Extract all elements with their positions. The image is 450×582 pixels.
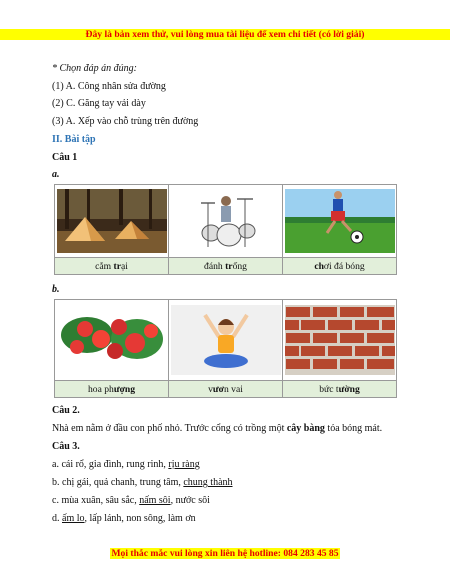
flower-image-cell — [55, 300, 169, 381]
brick-image-cell — [283, 300, 397, 381]
hotline-footer — [0, 548, 450, 559]
caption-bold: tr — [113, 260, 121, 272]
camping-image-cell — [55, 185, 169, 258]
q3-line-c — [52, 495, 210, 507]
question-2-label: Câu 2. — [52, 405, 80, 416]
question-2-text — [52, 423, 382, 435]
preview-banner-text: Đây là bản xem thử, vui lòng mua tài liệu để xem chi tiết (có lời giải) — [85, 29, 365, 40]
caption-text: ống — [232, 260, 247, 272]
part-b-label: b. — [52, 284, 60, 295]
image-table-a — [54, 184, 397, 275]
question-1-label: Câu 1 — [52, 152, 78, 163]
caption-text: hoa ph — [87, 383, 114, 395]
caption-danh-trong — [169, 258, 283, 275]
camping-tents-image — [57, 189, 167, 253]
q3-line-d — [52, 513, 196, 525]
caption-cam-trai — [55, 258, 169, 275]
answer-item: (3) A. Xếp vào chỗ trùng trên đường — [52, 116, 199, 127]
q3-line-a — [52, 459, 200, 471]
brick-wall-image — [285, 305, 395, 375]
caption-text: cắm — [95, 260, 114, 272]
answers-heading: * Chọn đáp án đúng: — [52, 63, 137, 74]
stretch-image-cell — [169, 300, 283, 381]
preview-banner — [0, 29, 450, 40]
image-table-b — [54, 299, 397, 398]
q3-text: d. — [52, 513, 62, 524]
caption-bold: ươ — [212, 383, 224, 395]
caption-hoa-phuong — [55, 381, 169, 398]
section-title: II. Bài tập — [52, 134, 96, 145]
caption-buc-tuong — [283, 381, 397, 398]
drummer-image-cell — [169, 185, 283, 258]
q3-text: c. mùa xuân, sâu sắc, — [52, 495, 140, 506]
caption-bold: ượng — [113, 383, 136, 395]
q3-error-word: nấm sôi — [139, 495, 171, 506]
answer-item: (1) A. Công nhân sửa đường — [52, 81, 166, 92]
q3-error-word: ấm lo — [62, 513, 85, 524]
football-image-cell — [283, 185, 397, 258]
q3-text: , nước sôi — [170, 495, 210, 506]
q3-line-b — [52, 477, 233, 489]
part-a-label: a. — [52, 169, 60, 180]
caption-text: ại — [120, 260, 128, 272]
caption-text: đánh — [204, 260, 226, 272]
caption-bold: ường — [338, 383, 360, 395]
q3-text: b. chị gái, quả chanh, trung tâm, — [52, 477, 184, 488]
caption-text: ơi đá bóng — [323, 260, 365, 272]
question-3-label: Câu 3. — [52, 441, 80, 452]
phoenix-flower-image — [57, 305, 167, 375]
hotline-text: Mọi thắc mắc vui lòng xin liên hệ hotline: 084 283 45 85 — [111, 548, 339, 559]
answer-item: (2) C. Găng tay vải dày — [52, 98, 146, 109]
caption-choi-da-bong — [283, 258, 397, 275]
drummer-image — [171, 189, 281, 253]
q2-bold: cây bàng — [286, 423, 325, 434]
q3-text: , lấp lánh, non sông, làm ơn — [84, 513, 196, 524]
caption-text: n vai — [223, 383, 243, 395]
q3-error-word: rịu ràng — [168, 459, 200, 470]
caption-text: v — [208, 383, 213, 395]
q3-text: a. cái rổ, gia đình, rung rinh, — [52, 459, 169, 470]
q2-text: tỏa bóng mát. — [324, 423, 383, 434]
caption-vuon-vai — [169, 381, 283, 398]
caption-text: bức t — [319, 383, 339, 395]
caption-bold: ch — [314, 260, 324, 272]
caption-bold: tr — [225, 260, 233, 272]
girl-stretching-image — [171, 305, 281, 375]
q3-error-word: chung thành — [183, 477, 233, 488]
q2-text: Nhà em nằm ở đầu con phố nhỏ. Trước cổng có trồng một — [52, 423, 287, 434]
football-image — [285, 189, 395, 253]
